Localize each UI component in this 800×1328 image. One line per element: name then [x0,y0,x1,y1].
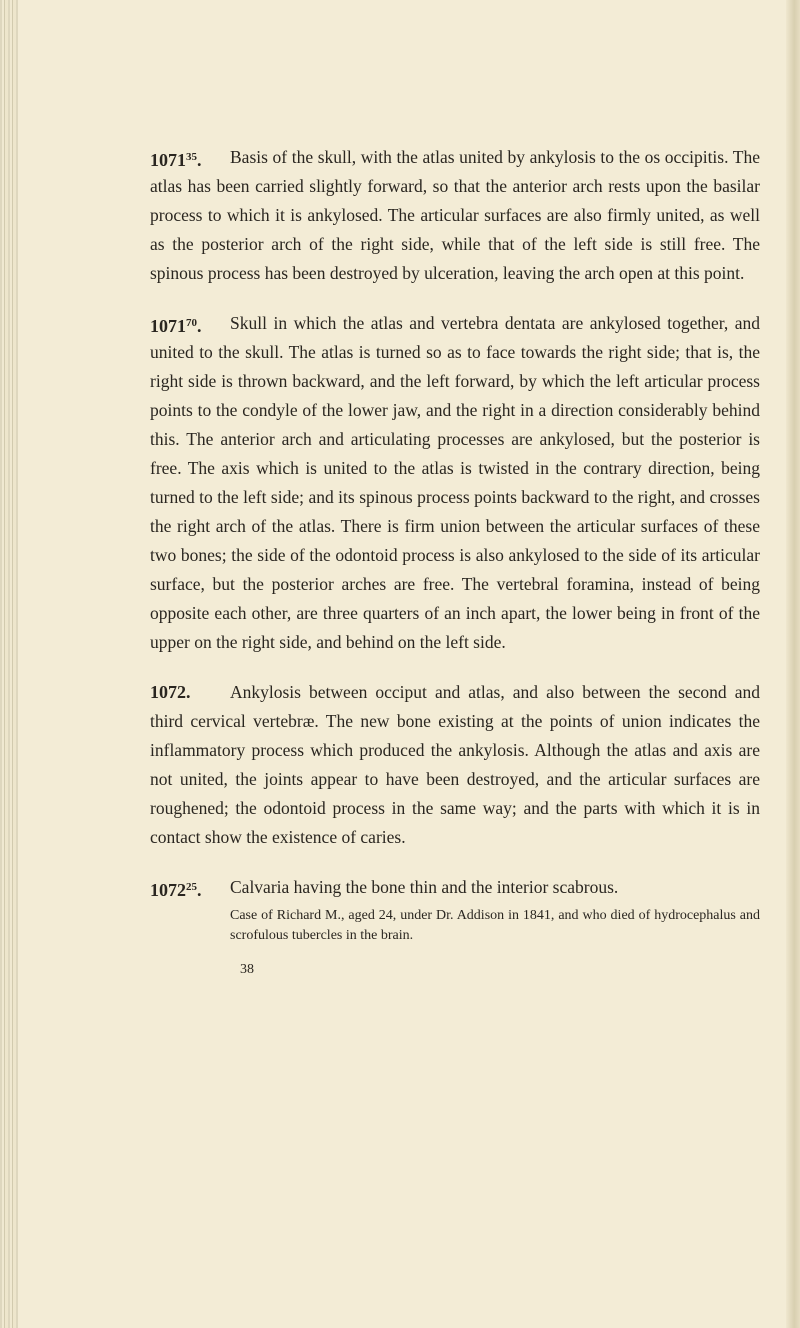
entry-description: Ankylosis between occiput and atlas, and also between the second and third cervical vertebræ. The new bone existing at the points of union indicates the inflammatory process which produced the ankylosis. Although the atlas and axis are not united, the joints appear to have been destroyed, and the articular surfaces are roughened; the odontoid process in the same way; and the parts with which it is in contact show the existence of caries. [150,682,760,847]
catalogue-entry [150,309,760,657]
page-fore-edge [786,0,800,1328]
entry-description: Calvaria having the bone thin and the interior scabrous. [230,877,619,897]
entry-number: 1071$^{70}$. [150,316,202,336]
page-binding-edge [0,0,18,1328]
document-page [150,143,760,1001]
signature-mark: 38 [240,962,254,977]
entry-description: Skull in which the atlas and vertebra dentata are ankylosed together, and united to the skull. The atlas is turned so as to face towards the right side; that is, the right side is thrown backward, and the left forward, by which the left articular process points to the condyle of the lower jaw, and the right in a direction considerably behind this. The anterior arch and articulating processes are ankylosed, but the posterior is free. The axis which is united to the atlas is twisted in the contrary direction, being turned to the left side; and its spinous process points backward to the right, and crosses the right arch of the atlas. There is firm union between the articular surfaces of these two bones; the side of the odontoid process is also ankylosed to the side of its articular surface, but the posterior arches are free. The vertebral foramina, instead of being opposite each other, are three quarters of an inch apart, the lower being in front of the upper on the right side, and behind on the left side. [150,313,760,652]
catalogue-entry [150,873,760,980]
catalogue-entry [150,143,760,288]
entry-description: Basis of the skull, with the atlas united by ankylosis to the os occipitis. The atlas has been carried slightly forward, so that the anterior arch rests upon the basilar process to which it is ankylosed. The articular surfaces are also firmly united, as well as the posterior arch of the right side, while that of the left side is still free. The spinous process has been destroyed by ulceration, leaving the arch open at this point. [150,147,760,283]
catalogue-entry [150,678,760,852]
entry-number: 1072. [150,682,191,702]
entry-number: 1072$^{25}$. [150,880,202,900]
entry-number: 1071$^{35}$. [150,150,202,170]
case-note: Case of Richard M., aged 24, under Dr. Addison in 1841, and who died of hydrocephalus and scrofulous tubercles in the brain. [230,908,760,943]
